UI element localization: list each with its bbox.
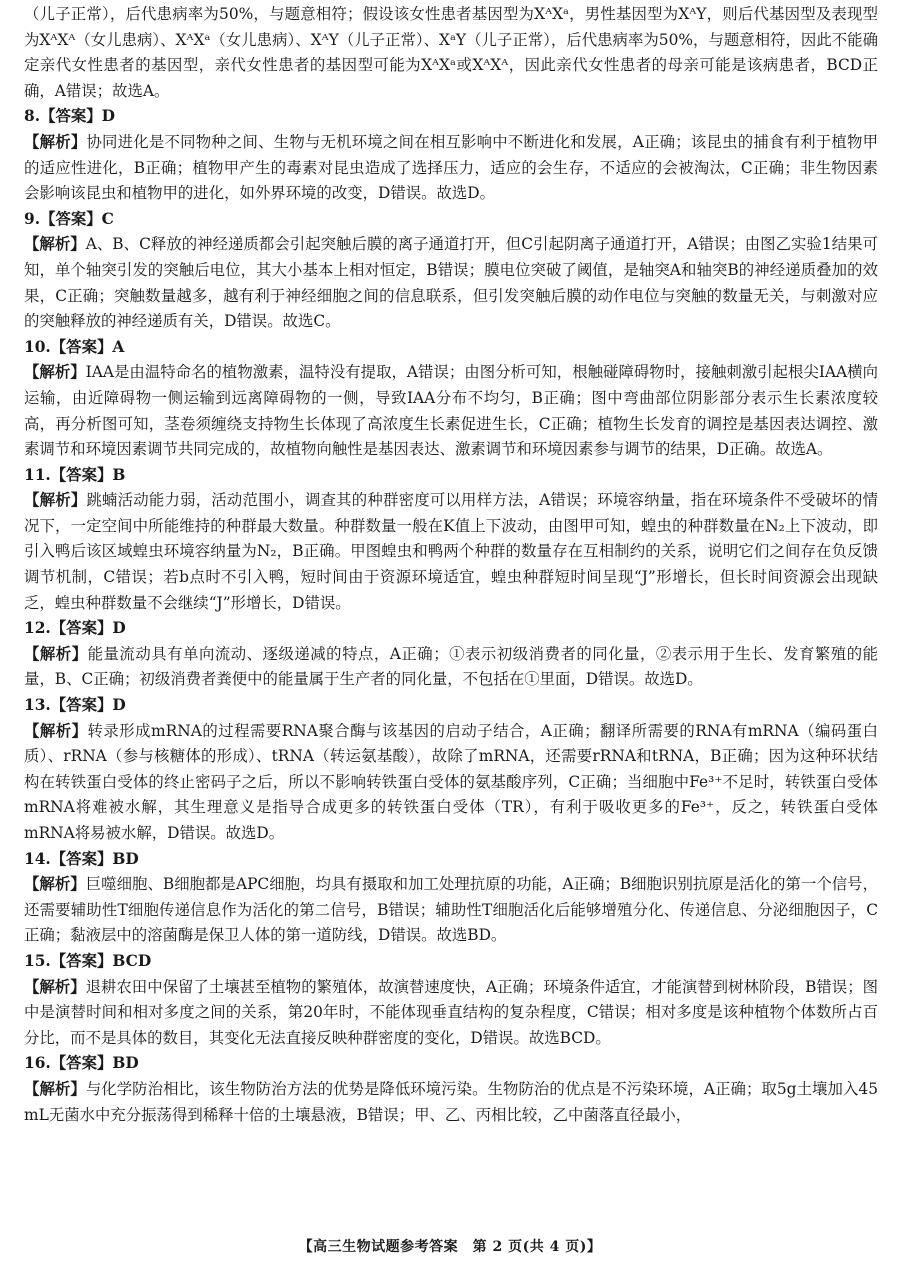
answer-value: BD bbox=[112, 1054, 139, 1073]
analysis-tag: 【解析】 bbox=[24, 977, 86, 996]
analysis-text: 巨噬细胞、B细胞都是APC细胞，均具有摄取和加工处理抗原的功能，A正确；B细胞识别抗原是活化的第一个信号，还需要辅助性T细胞传递信息作为活化的第二信号，B错误；辅助性T细胞活化后能够增殖分化、传递信息、分泌细胞因子，C正确；黏液层中的溶菌酶是保卫人体的第一道防线，D错误。故选BD。 bbox=[24, 875, 878, 945]
answer-line bbox=[24, 335, 878, 361]
analysis-tag: 【解析】 bbox=[24, 363, 86, 382]
question-number: 12. bbox=[24, 619, 51, 638]
answer-value: BCD bbox=[112, 951, 152, 970]
answer-tag: 【答案】 bbox=[50, 465, 113, 484]
analysis-tag: 【解析】 bbox=[24, 721, 88, 740]
answer-tag: 【答案】 bbox=[50, 696, 113, 715]
answer-tag: 【答案】 bbox=[50, 337, 113, 356]
analysis-paragraph bbox=[24, 130, 878, 207]
answer-line bbox=[24, 693, 878, 719]
analysis-paragraph bbox=[24, 872, 878, 949]
answer-line bbox=[24, 463, 878, 489]
answer-value: D bbox=[112, 619, 126, 638]
analysis-tag: 【解析】 bbox=[24, 644, 88, 663]
answer-tag: 【答案】 bbox=[50, 619, 113, 638]
analysis-tag: 【解析】 bbox=[24, 491, 87, 510]
answer-line bbox=[24, 949, 878, 975]
answer-tag: 【答案】 bbox=[40, 209, 102, 228]
analysis-text: 退耕农田中保留了土壤甚至植物的繁殖体，故演替速度快，A正确；环境条件适宜，才能演替到树林阶段，B错误；图中是演替时间和相对多度之间的关系，第20年时，不能体现垂直结构的复杂程度，C错误；相对多度是该种植物个体数所占百分比，而不是具体的数目，其变化无法直接反映种群密度的变化，D错误。故选BCD。 bbox=[24, 977, 878, 1047]
page-footer: 【高三生物试题参考答案 第 2 页(共 4 页)】 bbox=[298, 1239, 602, 1255]
answer-content bbox=[24, 2, 878, 1128]
answer-line bbox=[24, 847, 878, 873]
answer-value: B bbox=[112, 465, 126, 484]
analysis-paragraph bbox=[24, 488, 878, 616]
analysis-paragraph bbox=[24, 975, 878, 1052]
analysis-tag: 【解析】 bbox=[24, 875, 86, 894]
continued-analysis: （儿子正常），后代患病率为50%，与题意相符；假设该女性患者基因型为XᴬXᵃ，男性基因型为XᴬY，则后代基因型及表现型为XᴬXᴬ（女儿患病）、XᴬXᵃ（女儿患病）、XᴬY（儿子正常）、XᵃY（儿子正常），后代患病率为50%，与题意相符，因此不能确定亲代女性患者的基因型，亲代女性患者的基因型可能为XᴬXᵃ或XᴬXᴬ，因此亲代女性患者的母亲可能是该病患者，BCD正确，A错误；故选A。 bbox=[24, 5, 878, 100]
answer-line bbox=[24, 104, 878, 130]
analysis-tag: 【解析】 bbox=[24, 132, 87, 151]
answer-tag: 【答案】 bbox=[50, 1054, 113, 1073]
question-number: 10. bbox=[24, 337, 51, 356]
analysis-paragraph bbox=[24, 232, 878, 334]
analysis-text: 能量流动具有单向流动、逐级递减的特点，A正确；①表示初级消费者的同化量，②表示用于生长、发育繁殖的能量，B、C正确；初级消费者粪便中的能量属于生产者的同化量，不包括在①里面，D错误。故选D。 bbox=[24, 644, 878, 689]
analysis-text: 转录形成mRNA的过程需要RNA聚合酶与该基因的启动子结合，A正确；翻译所需要的RNA有mRNA（编码蛋白质）、rRNA（参与核糖体的形成）、tRNA（转运氨基酸），故除了mRNA，还需要rRNA和tRNA，B正确；因为这种环状结构在转铁蛋白受体的终止密码子之后，所以不影响转铁蛋白受体的氨基酸序列，C正确；当细胞中Fe³⁺不足时，转铁蛋白受体mRNA将难被水解，其生理意义是指导合成更多的转铁蛋白受体（TR），有利于吸收更多的Fe³⁺，反之，转铁蛋白受体mRNA将易被水解，D错误。故选D。 bbox=[24, 721, 878, 842]
analysis-text: 与化学防治相比，该生物防治方法的优势是降低环境污染。生物防治的优点是不污染环境，A正确；取5g土壤加入45 mL无菌水中充分振荡得到稀释十倍的土壤悬液，B错误；甲、乙、丙相比较，乙中菌落直径最小， bbox=[24, 1079, 878, 1124]
question-number: 15. bbox=[24, 951, 51, 970]
question-number: 9. bbox=[24, 209, 41, 228]
analysis-text: A、B、C释放的神经递质都会引起突触后膜的离子通道打开，但C引起阴离子通道打开，A错误；由图乙实验1结果可知，单个轴突引发的突触后电位，其大小基本上相对恒定，B错误；膜电位突破了阈值，是轴突A和轴突B的神经递质叠加的效果，C正确；突触数量越多，越有利于神经细胞之间的信息联系，但引发突触后膜的动作电位与突触的数量无关，与刺激对应的突触释放的神经递质有关，D错误。故选C。 bbox=[24, 235, 878, 331]
analysis-paragraph bbox=[24, 1077, 878, 1128]
answer-value: D bbox=[112, 696, 126, 715]
answer-value: BD bbox=[112, 849, 139, 868]
answer-value: D bbox=[101, 107, 116, 126]
analysis-text: 跳蝻活动能力弱，活动范围小，调查其的种群密度可以用样方法，A错误；环境容纳量，指在环境条件不受破坏的情况下，一定空间中所能维持的种群最大数量。种群数量一般在K值上下波动，由图甲可知，蝗虫的种群数量在N₂上下波动，即引入鸭后该区域蝗虫环境容纳量为N₂，B正确。甲图蝗虫和鸭两个种群的数量存在互相制约的关系，说明它们之间存在负反馈调节机制，C错误；若b点时不引入鸭，短时间由于资源环境适宜，蝗虫种群短时间呈现“J”形增长，但长时间资源会出现缺乏，蝗虫种群数量不会继续“J”形增长，D错误。 bbox=[24, 491, 878, 612]
question-number: 16. bbox=[24, 1054, 51, 1073]
analysis-paragraph bbox=[24, 360, 878, 462]
answer-line bbox=[24, 1051, 878, 1077]
analysis-tag: 【解析】 bbox=[24, 1079, 86, 1098]
question-number: 8. bbox=[24, 107, 41, 126]
analysis-text: IAA是由温特命名的植物激素，温特没有提取，A错误；由图分析可知，根触碰障碍物时，接触刺激引起根尖IAA横向运输，由近障碍物一侧运输到远离障碍物的一侧，导致IAA分布不均匀，B正确；图中弯曲部位阴影部分表示生长素浓度较高，再分析图可知，茎卷须缠绕支持物生长体现了高浓度生长素促进生长，C正确；植物生长发育的调控是基因表达调控、激素调节和环境因素调节共同完成的，故植物向触性是基因表达、激素调节和环境因素参与调节的结果，D正确。故选A。 bbox=[24, 363, 878, 459]
answer-tag: 【答案】 bbox=[40, 107, 102, 126]
answer-line bbox=[24, 616, 878, 642]
answer-tag: 【答案】 bbox=[50, 951, 113, 970]
analysis-text: 协同进化是不同物种之间、生物与无机环境之间在相互影响中不断进化和发展，A正确；该昆虫的捕食有利于植物甲的适应性进化，B正确；植物甲产生的毒素对昆虫造成了选择压力，适应的会生存，不适应的会被淘汰，C正确；非生物因素会影响该昆虫和植物甲的进化，如外界环境的改变，D错误。故选D。 bbox=[24, 132, 878, 203]
answer-value: C bbox=[101, 209, 114, 228]
analysis-tag: 【解析】 bbox=[24, 235, 86, 254]
analysis-paragraph bbox=[24, 642, 878, 693]
answer-value: A bbox=[112, 337, 125, 356]
answer-line bbox=[24, 207, 878, 233]
question-number: 11. bbox=[24, 465, 51, 484]
question-number: 14. bbox=[24, 849, 51, 868]
question-number: 13. bbox=[24, 696, 51, 715]
analysis-paragraph bbox=[24, 719, 878, 847]
answer-items bbox=[24, 104, 878, 1128]
answer-tag: 【答案】 bbox=[50, 849, 113, 868]
